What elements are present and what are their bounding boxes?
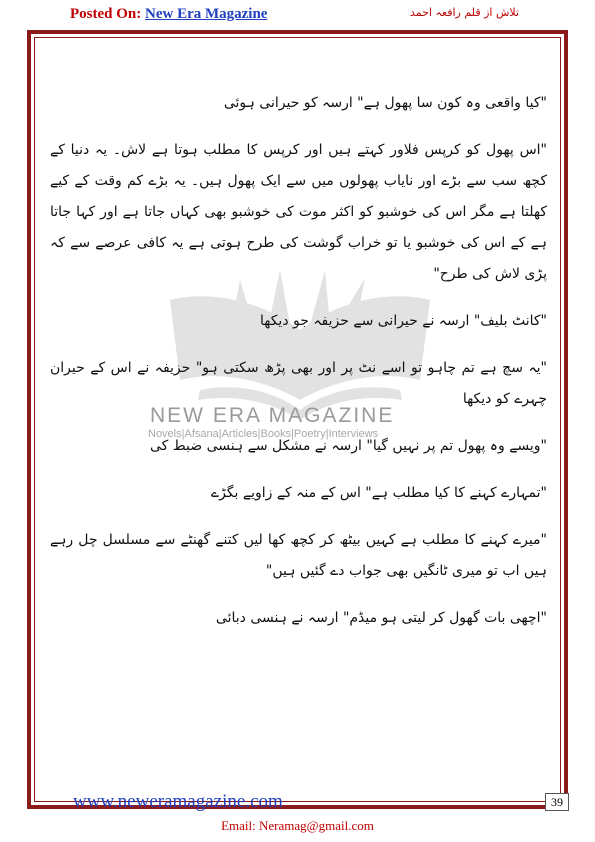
- paragraph: "کانٹ بلیف" ارسہ نے حیرانی سے حزیفہ جو دیکھا: [259, 313, 547, 329]
- paragraph: "کیا واقعی وہ کون سا پھول ہے" ارسہ کو حیرانی ہوئی: [223, 95, 547, 111]
- paragraph: "اچھی بات گھول کر لیتی ہو میڈم" ارسہ نے ہنسی دبائی: [215, 610, 547, 626]
- posted-on-label: Posted On:: [70, 6, 142, 22]
- page-number: 39: [545, 793, 569, 811]
- paragraph: "میرے کہنے کا مطلب ہے کہیں بیٹھ کر کچھ کھا لیں کتنے گھنٹے سے مسلسل چل رہے ہیں اب تو میری ٹانگیں بھی جواب دے گئیں ہیں": [50, 532, 547, 579]
- watermark-subtitle: Novels|Afsana|Articles|Books|Poetry|Interviews: [148, 428, 379, 440]
- paragraph: "یہ سچ ہے تم چاہو تو اسے نٹ پر اور بھی پڑھ سکتی ہو" حزیفہ نے اس کے حیران چہرے کو دیکھا: [50, 360, 547, 407]
- story-body: [50, 88, 547, 650]
- contact-email: Email: Neramag@gmail.com: [221, 818, 374, 833]
- watermark-title: NEW ERA MAGAZINE: [150, 404, 395, 427]
- paragraph: "اس پھول کو کرپس فلاور کہتے ہیں اور کرپس کا مطلب ہوتا ہے لاش۔ یہ دنیا کے کچھ سب سے بڑے اور نایاب پھولوں میں سے ایک پھول ہیں۔ یہ بڑے کم وقت کے کیے کھلتا ہے مگر اس کی خوشبو کو اکثر موت کی خوشبو بھی کہاں جاتا ہے اور کہا جاتا ہے کے اس کی خوشبو یا تو خراب گوشت کی طرح ہوتی ہے یہ کافی عرصے سے کہ پڑی لاش کی طرح": [50, 142, 547, 282]
- posted-on-header: [70, 6, 267, 23]
- website-link[interactable]: www.neweramagazine.com: [73, 791, 283, 812]
- author-credit: تلاش از قلم رافعہ احمد: [410, 6, 519, 19]
- magazine-link[interactable]: New Era Magazine: [145, 6, 268, 22]
- paragraph: "ویسے وہ پھول تم پر نہیں گیا" ارسہ نے مشکل سے ہنسی ضبط کی: [149, 438, 547, 454]
- paragraph: "تمہارے کہنے کا کیا مطلب ہے" اس کے منہ کے زاویے بگڑے: [210, 485, 547, 501]
